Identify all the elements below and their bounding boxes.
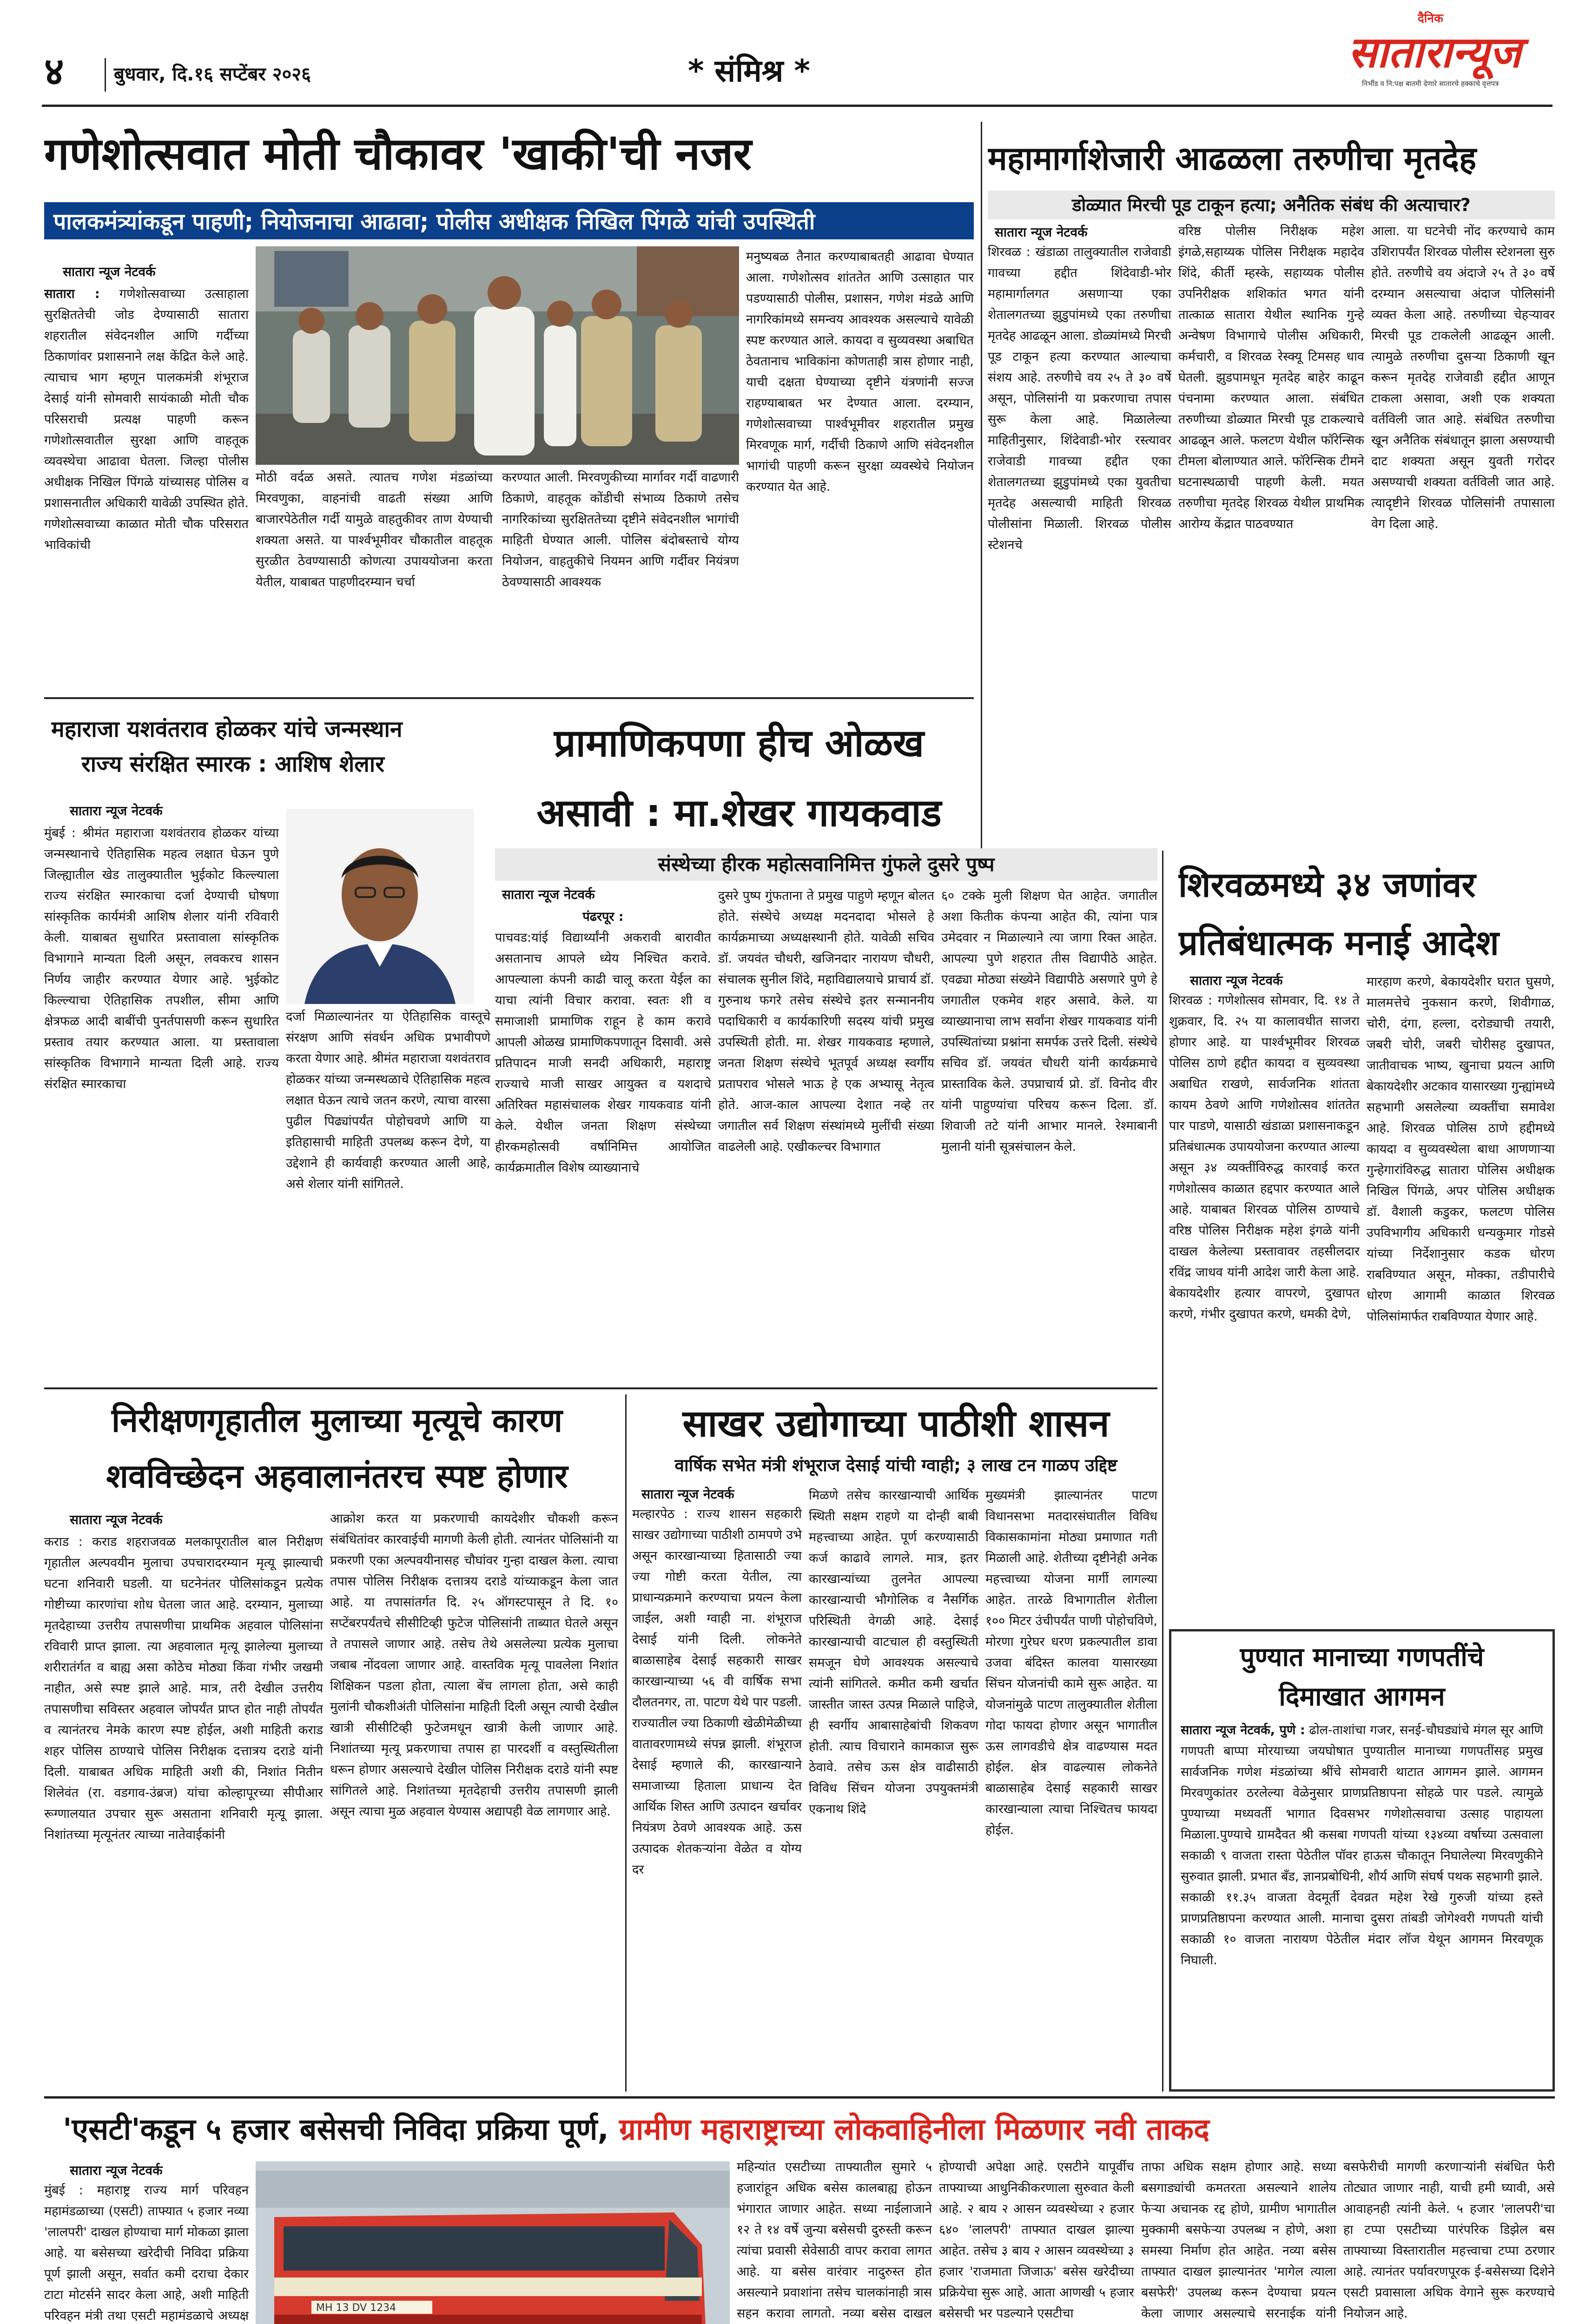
masthead-divider bbox=[105, 58, 106, 92]
ganpati-headline-1: पुण्यात मानाच्या गणपतींचे bbox=[1240, 1642, 1484, 1672]
issue-date: बुधवार, दि.१६ सप्टेंबर २०२६ bbox=[114, 64, 311, 85]
bus-plate-text: MH 13 DV 1234 bbox=[316, 2302, 396, 2314]
highway-headline: महामार्गाशेजारी आढळला तरुणीचा मृतदेह bbox=[988, 139, 1477, 178]
observation-col-1: कराड : कराड शहराजवळ मलकापूरातील बाल निरीक्षण गृहातील अल्पवयीन मुलाचा उपचारादरम्यान मृत्यू झाल्याची घटना शनिवारी घडली. या घटनेनंतर पोलिसांकडून प्रत्येक गोष्टीच्या कारणांचा शोध घेतला जात आहे. दरम्यान, मुलाच्या मृतदेहाच्या उत्तरीय तपासणीचा प्राथमिक अहवाल पोलिसांना रविवारी प्राप्त झाला. त्या अहवालात मृत्यू झालेल्या मुलाच्या शरीरातंर्गत व बाह्य असा कोठेच मोठ्या किंवा गंभीर जखमी नाहीत, असे स्पष्ट झाले आहे. मात्र, तरी देखील उत्तरीय तपासणीचा सविस्तर अहवाल जोपर्यंत प्राप्त होत नाही तोपर्यंत व त्यानंतरच नेमके कारण स्पष्ट होईल, अशी माहिती कराड शहर पोलिस ठाण्याचे पोलिस निरीक्षक दत्तात्रय दराडे यांनी दिली. याबाबत अधिक माहिती अशी की, निशांत नितीन शिलेवंत (रा. वडगाव-उंब्रज) यांचा कोल्हापूरच्या सीपीआर रूग्णालयात उपचार सुरू असताना शनिवारी मृत्यू झाला. निशांतच्या मृत्यूनंतर त्याच्या नातेवाईकांनी bbox=[44, 1535, 323, 1842]
shelar-portrait-image bbox=[286, 809, 474, 1004]
shirwal-byline: सातारा न्यूज नेटवर्क bbox=[1190, 973, 1283, 988]
honesty-col-2: दुसरे पुष्प गुंफताना ते प्रमुख पाहुणे म्हणून बोलत होते. संस्थेचे अध्यक्ष मदनदादा भोसले हे कार्यक्रमाच्या अध्यक्षस्थानी होते. यावेळी सचिव डॉ. जयवंत चौधरी, खजिनदार नारायण चौधरी, संचालक सुनील शिंदे, महाविद्यालयाचे प्राचार्य डॉ. गुरुनाथ फगरे तसेच संस्थेचे इतर सन्माननीय पदाधिकारी व कार्यकारिणी सदस्य यांची प्रमुख उपस्थिती होती. मा. शेखर गायकवाड म्हणाले, जनता शिक्षण संस्थेचे भूतपूर्व अध्यक्ष स्वर्गीय प्रतापराव भोसले भाऊ हे एक अभ्यासू नेतृत्व होते. आज-काल आपल्या देशात नव्हे तर जगातील सर्व शिक्षण संस्थांमध्ये मुलींची संख्या वाढलेली आहे. एखीकल्चर विभागात bbox=[718, 889, 934, 1154]
st-col-4: महिन्यांत एसटीच्या ताफ्यातील सुमारे ५ हजारांहून अधिक बसेस कालबाह्य होऊन भंगारात जाणार आहेत. सध्या नाईलाजाने १२ ते १४ वर्षे जुन्या बसेसची दुरुस्ती करून त्यांचा प्रवासी सेवेसाठी वापर करावा लागत आहे. या बसेस वारंवार नादुरुस्त होत असल्याने प्रवाशांना तसेच चालकांनाही त्रास सहन करावा लागतो. नव्या बसेस दाखल bbox=[737, 2160, 932, 2321]
honesty-headline-2: असावी : मा.शेखर गायकवाड bbox=[536, 791, 942, 835]
highway-col-1: शिरवळ : खंडाळा तालुक्यातील राजेवाडी गावच्या हद्दीत शिंदेवाडी-भोर महामार्गालगत असणाऱ्या एका शेतालगतच्या झुडुपांमध्ये एका तरुणीचा मृतदेह आढळून आला. डोळ्यांमध्ये मिरची पूड टाकून हत्या करण्यात आल्याचा संशय आहे. तरुणीचे वय २५ ते ३० वर्षे असून, पोलिसांनी या प्रकरणाचा तपास सुरू केला आहे. मिळालेल्या माहितीनुसार, शिंदेवाडी-भोर रस्त्यावर राजेवाडी गावच्या हद्दीत एका शेतालगतच्या झुडुपांमध्ये एका युवतीचा मृतदेह असल्याची माहिती शिरवळ पोलीसांना मिळाली. शिरवळ पोलीस स्टेशनचे bbox=[988, 245, 1171, 552]
page-number: ४ bbox=[44, 50, 64, 94]
honesty-col-3: ६० टक्के मुली शिक्षण घेत आहेत. जगातील अशा कितीक कंपन्या आहेत की, त्यांना पात्र उमेदवार न मिळाल्याने त्या जागा रिक्त आहेत. आपल्या पुणे शहरात तीस विद्यापीठे आहेत. एवढ्या मोठ्या संख्येने विद्यापीठे असणारे पुणे हे जगातील एकमेव शहर असावे. केले. या व्याख्यानाचा लाभ सर्वांना शेखर गायकवाड यांनी उपस्थितांच्या प्रश्नांना समर्पक उत्तरे दिली. संस्थेचे सचिव डॉ. जयवंत चौधरी यांनी कार्यक्रमाचे प्रास्ताविक केले. उपप्राचार्य प्रो. डॉ. विनोद वीर यांनी पाहुण्यांचा परिचय करून दिला. डॉ. शिवाजी तटे यांनी आभार मानले. रेश्माबानी मुलानी यांनी सूत्रसंचालन केले. bbox=[941, 889, 1157, 1154]
sugar-col-2: मिळणे तसेच कारखान्याची आर्थिक स्थिती सक्षम राहणे या दोन्ही बाबी महत्त्वाच्या आहेत. पूर्ण करण्यासाठी कर्ज काढावे लागले. मात्र, इतर कारखान्यांच्या तुलनेत आपल्या कारखान्याची भौगोलिक व नैसर्गिक परिस्थिती वेगळी आहे. देसाई कारखान्याची वाटचाल ही वस्तुस्थिती समजून घेणे आवश्यक असल्याचे त्यांनी सांगितले. कमीत कमी खर्चात जास्तीत जास्त उत्पन्न मिळाले पाहिजे, ही स्वर्गीय आबासाहेबांची शिकवण होती. त्याच विचाराने कामकाज सुरू ठेवावे. तसेच ऊस क्षेत्र वाढीसाठी विविध सिंचन योजना उपयुक्तमंत्री एकनाथ शिंदे bbox=[809, 1488, 978, 1816]
st-bus-image bbox=[256, 2161, 730, 2324]
logo-wordmark: सातारान्यूज bbox=[1348, 27, 1521, 77]
masthead-rule bbox=[42, 105, 1552, 107]
observation-col-2: आक्रोश करत या प्रकरणाची कायदेशीर चौकशी करून संबंधितांवर कारवाईची मागणी केली होती. त्यानंतर पोलिसांनी या प्रकरणी एका अल्पवयीनासह चौघांवर गुन्हा दाखल केला. त्याचा तपास पोलिस निरीक्षक दत्तात्रय दराडे यांच्याकडून केला जात आहे. या तपासांतर्गत दि. २५ ऑगस्टपासून ते दि. १० सप्टेंबरपर्यंतचे सीसीटिव्ही फुटेज पोलिसांनी ताब्यात घेतले असून ते तपासले जाणार आहे. तसेच तेथे असलेल्या प्रत्येक मुलाचा जबाब नोंदवला जाणार आहे. वास्तविक मृत्यू पावलेला निशांत शिक्षिकन पडला होता, त्याला बेंच लागला होता, असे काही मुलांनी चौकशीअंती पोलिसांना माहिती दिली असून त्याची देखील खात्री सीसीटिव्ही फुटेजमधून खात्री केली जाणार आहे. निशांतच्या मृत्यू प्रकरणाचा तपास हा पारदर्शी व वस्तुस्थितीला धरून होणार असल्याचे देखील पोलिस निरीक्षक दराडे यांनी स्पष्ट सांगितले आहे. निशांतच्या मृतदेहाची उत्तरीय तपासणी झाली असून त्याचा मुळ अहवाल येण्यास अद्यापही वेळ लागणार आहे. bbox=[330, 1512, 618, 1819]
sugar-byline: सातारा न्यूज नेटवर्क bbox=[641, 1486, 734, 1502]
section-rule bbox=[44, 697, 974, 699]
column-divider-3 bbox=[625, 1394, 627, 2092]
highway-col-2: वरिष्ठ पोलीस निरीक्षक महेश इंगळे,सहाय्यक पोलिस निरीक्षक महादेव शिंदे, कीर्ती म्हस्के, सहाय्यक पोलीस उपनिरीक्षक शशिकांत भगत यांनी तात्काळ सातारा येथील स्थानिक गुन्हे अन्वेषण विभागाचे पोलीस अधिकारी, कर्मचारी, व शिरवळ रेस्क्यू टिमसह धाव घेतली. झुडपामधून मृतदेह बाहेर काढून पंचनामा करण्यात आला. संबंधित तरुणीच्या डोळ्यात मिरची पूड टाकल्याचे आढळून आले. फलटण येथील फॉरेन्सिक टीमला बोलाण्यात आले. फॉरेन्सिक टीमने घटनास्थळाची पाहणी केली. मयत तरुणीचा मृतदेह शिरवळ येथील प्राथमिक आरोग्य केंद्रात पाठवण्यात bbox=[1178, 224, 1364, 531]
honesty-subhead: संस्थेच्या हीरक महोत्सवानिमित्त गुंफले दुसरे पुष्प bbox=[495, 848, 1157, 881]
masthead bbox=[0, 0, 1592, 116]
ganesh-photo-scene bbox=[256, 246, 739, 465]
st-col-5: होण्याची अपेक्षा आहे. एसटीने यापूर्वीच ताफ्याच्या आधुनिकीकरणाला सुरुवात केली आहे. २ बाय २ आसन व्यवस्थेच्या २ हजार ६४० 'लालपरी' ताफ्यात दाखल झाल्या आहेत. तसेच ३ बाय २ आसन व्यवस्थेच्या ३ हजार 'राजमाता जिजाऊ' बसेस खरेदीच्या प्रक्रियेचा सुरू आहे. आता आणखी ५ हजार बसेसची भर पडल्याने एसटीचा bbox=[939, 2160, 1134, 2321]
st-bus-photo bbox=[256, 2161, 730, 2324]
honesty-col-1 bbox=[495, 906, 711, 1378]
observation-byline: सातारा न्यूज नेटवर्क bbox=[70, 1512, 163, 1527]
section-rule-2 bbox=[44, 1387, 1157, 1389]
ganpati-byline: सातारा न्यूज नेटवर्क, पुणे : bbox=[1181, 1723, 1305, 1737]
honesty-byline: सातारा न्यूज नेटवर्क bbox=[502, 887, 595, 902]
honesty-text-1: पाचवड:यांई विद्यार्थ्यांनी अकरावी बारावीत असतानाच आपले ध्येय निश्चित करावे. आपल्याला कंपनी काढी चालू करता येईल का याचा त्यांनी विचार करावा. स्वतः शी व समाजाशी प्रामाणिक राहून हे काम करावे आपली ओळख प्रामाणिकपणातून दिसावी. असे प्रतिपादन माजी सनदी अधिकारी, महाराष्ट्र राज्याचे माजी साखर आयुक्त व यशदाचे अतिरिक्त महासंचालक शेखर गायकवाड यांनी केले. येथील जनता शिक्षण संस्थेच्या हीरकमहोत्सवी वर्षानिमित्त आयोजित कार्यक्रमातील विशेष व्याख्यानाचे bbox=[495, 931, 711, 1175]
st-col-7: बसफेरीची मागणी करणाऱ्यांनी संबंधित फेरी तोट्यात जाणार नाही, याची हमी घ्यावी, असे आवाहनही त्यांनी केले. ५ हजार 'लालपरी'चा हा टप्पा एसटीच्या पारंपरिक डिझेल बस ताफ्याच्या विस्तारातील महत्त्वाचा टप्पा ठरणार आहे. त्यानंतर पर्यावरणपूरक ई-बसेसच्या दिशेने एसटी प्रवासाला अधिक वेगाने सुरू करण्याचे नियोजन आहे. bbox=[1343, 2160, 1555, 2321]
st-headline-red: ग्रामीण महाराष्ट्राच्या लोकवाहिनीला मिळणार नवी ताकद bbox=[619, 2113, 1210, 2147]
sugar-col-1: मल्हारपेठ : राज्य शासन सहकारी साखर उद्योगाच्या पाठीशी ठामपणे उभे असून कारखान्याच्या हितासाठी ज्या ज्या गोष्टी करता येतील, त्या प्राधान्यक्रमाने करण्याचा प्रयत्न केला जाईल, अशी ग्वाही ना. शंभूराज देसाई यांनी दिली. लोकनेते बाळासाहेब देसाई सहकारी साखर कारखान्याच्या ५६ वी वार्षिक सभा दौलतनगर, ता. पाटण येथे पार पडली. राज्यातील ज्या ठिकाणी खेळीमेळीच्या वातावरणामध्ये संपन्न झाली. शंभूराज देसाई म्हणाले की, कारखान्याने समाजाच्या हिताला प्राधान्य देत आर्थिक शिस्त आणि उत्पादन खर्चावर नियंत्रण ठेवणे आवश्यक आहे. ऊस उत्पादक शेतकऱ्यांना वेळेत व योग्य दर bbox=[632, 1507, 802, 1877]
ganpati-col-1 bbox=[1181, 1720, 1543, 2082]
ganesh-byline: सातारा न्यूज नेटवर्क bbox=[63, 264, 156, 279]
section-title: * संमिश्र * bbox=[688, 53, 810, 89]
ganesh-col-3: करण्यात आली. मिरवणुकीच्या मार्गावर गर्दी वाढणारी ठिकाणे, वाहतूक कोंडीची संभाव्य ठिकाणे तसेच नागरिकांच्या सुरक्षिततेच्या दृष्टीने संवेदनशील भागांची माहिती घेण्यात आली. पोलिस बंदोबस्ताचे योग्य नियोजन, वाहतुकीचे नियमन आणि गर्दीवर नियंत्रण ठेवण्यासाठी आवश्यक bbox=[502, 470, 739, 589]
observation-headline-2: शवविच्छेदन अहवालानंतरच स्पष्ट होणार bbox=[106, 1457, 568, 1495]
shirwal-col-2: मारहाण करणे, बेकायदेशीर घरात घुसणे, मालमत्तेचे नुकसान करणे, शिवीगाळ, चोरी, दंगा, हल्ला, दरोड्याची तयारी, जबरी चोरी, जबरी चोरीसह दुखापत, जातीवाचक भाष्य, खुनाचा प्रयत्न आणि बेकायदेशीर अटकाव यासारख्या गुन्ह्यांमध्ये सहभागी असलेल्या व्यक्तींचा समावेश आहे. शिरवळ पोलिस ठाणे हद्दीमध्ये कायदा व सुव्यवस्थेला बाधा आणणाऱ्या गुन्हेगारांविरुद्ध सातारा पोलिस अधीक्षक निखिल पिंगळे, अपर पोलिस अधीक्षक डॉ. वैशाली कडुकर, फलटण पोलिस उपविभागीय अधिकारी धन्यकुमार गोडसे यांच्या निर्देशानुसार कडक धोरण राबविण्यात असून, मोक्का, तडीपारीचे धोरण आगामी काळात शिरवळ पोलिसांमार्फत राबविण्यात येणार आहे. bbox=[1367, 975, 1555, 1324]
sugar-subhead: वार्षिक सभेत मंत्री शंभूराज देसाई यांची ग्वाही; ३ लाख टन गाळप उद्दिष्ट bbox=[674, 1455, 1117, 1475]
shirwal-col-1: शिरवळ : गणेशोत्सव सोमवार, दि. १४ ते शुक्रवार, दि. २५ या कालावधीत साजरा होणार आहे. या पार्श्वभूमीवर शिरवळ पोलिस ठाणे हद्दीत कायदा व सुव्यवस्था अबाधित राखणे, सार्वजनिक शांतता कायम ठेवणे आणि गणेशोत्सव शांततेत पार पाडणे, यासाठी खंडाळा प्रशासनाकडून प्रतिबंधात्मक उपाययोजना करण्यात आल्या असून ३४ व्यक्तींविरुद्ध कारवाई करत गणेशोत्सव काळात हद्दपार करण्यात आले आहे. याबाबत शिरवळ पोलिस ठाण्याचे वरिष्ठ पोलिस निरीक्षक महेश इंगळे यांनी दाखल केलेल्या प्रस्तावावर तहसीलदार रविंद्र जाधव यांनी आदेश जारी केला आहे. बेकायदेशीर हत्यार वापरणे, दुखापत करणे, गंभीर दुखापत करणे, धमकी देणे, bbox=[1169, 993, 1360, 1321]
shirwal-headline-2: प्रतिबंधात्मक मनाई आदेश bbox=[1178, 923, 1499, 963]
ganesh-banner: पालकमंत्र्यांकडून पाहणी; नियोजनाचा आढावा; पोलीस अधीक्षक निखिल पिंगळे यांची उपस्थिती bbox=[44, 202, 974, 239]
honesty-dateline: पंढरपूर : bbox=[582, 910, 624, 924]
observation-headline-1: निरीक्षणगृहातील मुलाच्या मृत्यूचे कारण bbox=[111, 1401, 563, 1439]
st-headline bbox=[63, 2108, 1550, 2148]
highway-subhead: डोळ्यात मिरची पूड टाकून हत्या; अनैतिक संबंध की अत्याचार? bbox=[988, 191, 1555, 219]
holkar-headline-1: महाराजा यशवंतराव होळकर यांचे जन्मस्थान bbox=[51, 716, 403, 742]
holkar-col-2: दर्जा मिळाल्यानंतर या ऐतिहासिक वास्तूचे संरक्षण आणि संवर्धन अधिक प्रभावीपणे करता येणार आहे. श्रीमंत महाराजा यशवंतराव होळकर यांच्या जन्मस्थळाचे ऐतिहासिक महत्व लक्षात घेऊन त्याचे जतन करणे, त्याचा वारसा पुढील पिढ्यांपर्यंत पोहोचवणे आणि या इतिहासाची माहिती उपलब्ध करून देणे, या उद्देशाने ही कार्यवाही करण्यात आली आहे, असे शेलार यांनी सांगितले. bbox=[286, 1010, 490, 1191]
ganesh-col-1 bbox=[44, 284, 249, 683]
ganesh-dateline: सातारा : bbox=[44, 287, 100, 301]
section-rule-3 bbox=[44, 2096, 1555, 2099]
ganesh-headline: गणेशोत्सवात मोती चौकावर 'खाकी'ची नजर bbox=[44, 128, 752, 180]
ganesh-col-2: मोठी वर्दळ असते. त्यातच गणेश मंडळांच्या मिरवणुका, वाहनांची वाढती संख्या आणि बाजारपेठेतील गर्दी यामुळे वाहतुकीवर ताण येण्याची शक्यता असते. या पार्श्वभूमीवर चौकातील वाहतूक सुरळीत ठेवण्यासाठी कोणत्या उपाययोजना करता येतील, याबाबत पाहणीदरम्यान चर्चा bbox=[256, 470, 493, 589]
logo-tagline: निर्भीड व नि:पक्ष बातमी देणारे सातारचे हक्काचे वृत्तपत्र bbox=[1362, 79, 1499, 88]
sugar-col-3: मुख्यमंत्री झाल्यानंतर पाटण विधानसभा मतदारसंघातील विविध विकासकामांना मोठ्या प्रमाणात गती मिळाली आहे. शेतीच्या दृष्टीनेही अनेक महत्त्वाच्या योजना मार्गी लागल्या आहेत. तारळे विभागातील शेतीला १०० मिटर उंचीपर्यंत पाणी पोहोचविणे, मोरणा गुरेघर धरण प्रकल्पातील डावा उजवा बंदिस्त कालवा यासारख्या सिंचन योजनांची कामे सुरू आहेत. या योजनांमुळे पाटण तालुक्यातील शेतीला गोदा फायदा होणार असून भागातील ऊस लागवडीचे क्षेत्र वाढण्यास मदत होईल. क्षेत्र वाढल्यास लोकनेते बाळासाहेब देसाई सहकारी साखर कारखान्याला त्याचा निश्चितच फायदा होईल. bbox=[985, 1488, 1157, 1837]
honesty-headline-1: प्रामाणिकपणा हीच ओळख bbox=[554, 721, 924, 766]
st-byline: सातारा न्यूज नेटवर्क bbox=[70, 2163, 163, 2178]
highway-byline: सातारा न्यूज नेटवर्क bbox=[995, 224, 1088, 240]
st-headline-black: 'एसटी'कडून ५ हजार बसेसची निविदा प्रक्रिया पूर्ण, bbox=[63, 2113, 609, 2147]
shirwal-headline-1: शिरवळमध्ये ३४ जणांवर bbox=[1178, 865, 1476, 905]
masthead-logo bbox=[1348, 9, 1552, 107]
ganpati-headline-2: दिमाखात आगमन bbox=[1279, 1682, 1445, 1712]
ganesh-col-4: मनुष्यबळ तैनात करण्याबाबतही आढावा घेण्यात आला. गणेशोत्सव शांततेत आणि उत्साहात पार पडण्यासाठी पोलीस, प्रशासन, गणेश मंडळे आणि नागरिकांमध्ये समन्वय आवश्यक असल्याचे यावेळी स्पष्ट करण्यात आले. कायदा व सुव्यवस्था अबाधित ठेवतानाच भाविकांना कोणताही त्रास होणार नाही, याची दक्षता घेण्याच्या दृष्टीने यंत्रणांनी सज्ज राहण्याबाबत भर देण्यात आला. दरम्यान, गणेशोत्सवाच्या पार्श्वभूमीवर शहरातील प्रमुख मिरवणूक मार्ग, गर्दीची ठिकाणे आणि संवेदनशील भागांची पाहणी करून सुरक्षा व्यवस्थेचे नियोजन करण्यात येत आहे. bbox=[746, 250, 974, 494]
column-divider bbox=[981, 122, 982, 865]
holkar-portrait bbox=[286, 809, 474, 1004]
holkar-headline-2: राज्य संरक्षित स्मारक : आशिष शेलार bbox=[81, 751, 384, 777]
ganpati-text-1: ढोल-ताशांचा गजर, सनई-चौघड्यांचे मंगल सूर आणि गणपती बाप्पा मोरयाच्या जयघोषात पुण्यातील मानाच्या गणपतींसह प्रमुख सार्वजनिक गणेश मंडळांच्या श्रींचे सोमवारी थाटात आगमन झाले. आगमन मिरवणुकांतर ठरलेल्या वेळेनुसार प्राणप्रतिष्ठापना सोहळे पार पडले. त्यामुळे पुण्याच्या मध्यवर्ती भागात दिवसभर गणेशोत्सवाचा उत्साह पाहायला मिळाला.पुण्याचे ग्रामदैवत श्री कसबा गणपती यांच्या १३४व्या वर्षाच्या उत्सवाला सकाळी ९ वाजता रास्ता पेठेतील पॉवर हाऊस चौकातून निघालेल्या मिरवणुकीने सुरुवात झाली. प्रभात बँड, ज्ञानप्रबोधिनी, शौर्य आणि संघर्ष पथक सहभागी झाले. सकाळी ११.३५ वाजता वेदमूर्ती देवव्रत महेश रेखे गुरुजी यांच्या हस्ते प्राणप्रतिष्ठापना करण्यात आली. मानाचा दुसरा तांबडी जोगेश्वरी गणपती यांची सकाळी १० वाजता नारायण पेठेतील मंदार लॉज येथून आगमन मिरवणूक निघाली. bbox=[1181, 1723, 1543, 1967]
ganesh-text-1: गणेशोत्सवाच्या उत्साहाला सुरक्षिततेची जोड देण्यासाठी सातारा शहरातील संवेदनशील आणि गर्दीच्या ठिकाणांवर प्रशासनाने लक्ष केंद्रित केले आहे. त्याचाच भाग म्हणून पालकमंत्री शंभूराज देसाई यांनी सोमवारी सायंकाळी मोती चौक परिसराची प्रत्यक्ष पाहणी करून गणेशोत्सवातील सुरक्षा आणि वाहतूक व्यवस्थेचा आढावा घेतला. जिल्हा पोलीस अधीक्षक निखिल पिंगळे यांच्यासह पोलिस व प्रशासनातील अधिकारी यावेळी उपस्थित होते. गणेशोत्सवाच्या काळात मोती चौक परिसरात भाविकांची bbox=[44, 287, 249, 552]
column-divider-2 bbox=[1162, 851, 1163, 2092]
st-col-1: मुंबई : महाराष्ट्र राज्य मार्ग परिवहन महामंडळाच्या (एसटी) ताफ्यात ५ हजार नव्या 'लालपरी' दाखल होण्याचा मार्ग मोकळा झाला आहे. या बसेसच्या खरेदीची निविदा प्रक्रिया पूर्ण झाली असून, सर्वात कमी दराचा देकार टाटा मोटर्सने सादर केला आहे, अशी माहिती परिवहन मंत्री तथा एसटी महामंडळाचे अध्यक्ष bbox=[44, 2183, 249, 2323]
highway-col-3: आला. या घटनेची नोंद करण्याचे काम उशिरापर्यंत शिरवळ पोलीस स्टेशनला सुरु होते. तरुणीचे वय अंदाजे २५ ते ३० वर्षे दरम्यान असल्याचा अंदाज पोलिसांनी व्यक्त केला आहे. तरुणीच्या चेहऱ्यावर मिरची पूड टाकलेली आढळून आली. त्यामुळे तरुणीचा दुसऱ्या ठिकाणी खून करून मृतदेह राजेवाडी हद्दीत आणून टाकला असावा, अशी एक शक्यता वर्तविली जात आहे. संबंधित तरुणीचा खून अनैतिक संबंधातून झाला असण्याची दाट शक्यता असून युवती गरोदर असण्याची शक्यता वर्तविली जात आहे. त्यादृष्टीने शिरवळ पोलिसांनी तपासाला वेग दिला आहे. bbox=[1371, 224, 1555, 531]
holkar-byline: सातारा न्यूज नेटवर्क bbox=[70, 803, 163, 819]
ganesh-photo bbox=[256, 246, 739, 465]
logo-prefix: दैनिक bbox=[1418, 12, 1443, 26]
sugar-headline: साखर उद्योगाच्या पाठीशी शासन bbox=[682, 1402, 1110, 1445]
st-col-6: ताफा अधिक सक्षम होणार आहे. सध्या बसगाड्यांची कमतरता असल्याने शालेय फेऱ्या अचानक रद्द होणे, ग्रामीण भागातील मुक्कामी बसफेऱ्या उपलब्ध न होणे, अशा समस्या निर्माण होत आहेत. नव्या बसेस ताफ्यात दाखल झाल्यानंतर 'मागेल त्याला बसफेरी' उपलब्ध करून देण्याचा प्रयत्न केला जाणार असल्याचे सरनाईक यांनी bbox=[1141, 2160, 1336, 2321]
holkar-col-1: मुंबई : श्रीमंत महाराजा यशवंतराव होळकर यांच्या जन्मस्थानाचे ऐतिहासिक महत्व लक्षात घेऊन पुणे जिल्ह्यातील खेड तालुक्यातील भुईकोट किल्ल्याला राज्य संरक्षित स्मारकाचा दर्जा देण्याची घोषणा सांस्कृतिक कार्यमंत्री आशिष शेलार यांनी रविवारी केली. याबाबत सुधारित प्रस्तावाला सांस्कृतिक विभागाने मान्यता दिली असून, लवकरच शासन निर्णय जाहीर करण्यात येणार आहे. भुईकोट किल्ल्याचा ऐतिहासिक तपशील, सीमा आणि क्षेत्रफळ आदी बाबींची पुनर्तपासणी करून सुधारित प्रस्ताव तयार करण्यात आला. या प्रस्तावाला सांस्कृतिक विभागाने मान्यता दिली आहे. राज्य संरक्षित स्मारकाचा bbox=[44, 826, 279, 1091]
